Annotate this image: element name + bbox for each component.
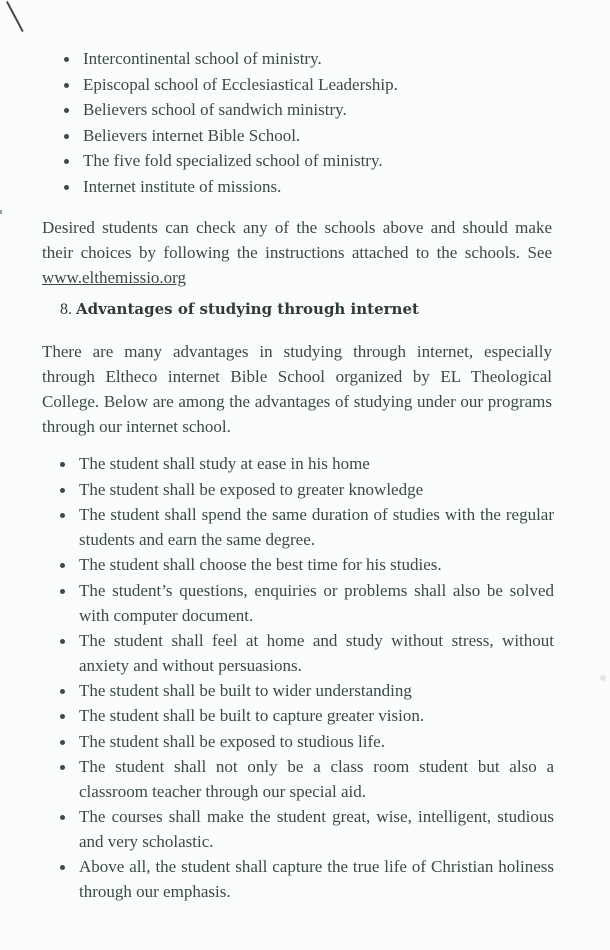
list-item <box>58 477 554 503</box>
list-item <box>60 97 580 123</box>
section-number: 8. <box>60 301 72 318</box>
bullet-icon <box>64 83 69 88</box>
advantage-text: The student shall be exposed to studious life. <box>79 731 385 751</box>
school-name: The five fold specialized school of ministry. <box>83 151 383 170</box>
bullet-icon <box>60 765 65 770</box>
bullet-icon <box>64 134 69 139</box>
website-link[interactable]: www.elthemissio.org <box>42 268 187 287</box>
instructions-text: Desired students can check any of the schools above and should make their choices by following the instructions attached to the schools. See <box>42 218 552 262</box>
advantages-list <box>58 451 554 904</box>
bullet-icon <box>64 159 69 164</box>
advantage-text: The student shall be built to capture greater vision. <box>79 706 425 725</box>
advantage-text: The student’s questions, enquiries or problems shall also be solved with computer document. <box>79 580 554 625</box>
bullet-icon <box>60 689 65 694</box>
list-item <box>58 552 554 578</box>
bullet-icon <box>60 714 65 719</box>
advantage-text: The student shall spend the same duration of studies with the regular students and earn the same degree. <box>79 505 554 549</box>
advantage-text: The student shall not only be a class room student but also a classroom teacher through our special aid. <box>79 757 554 801</box>
list-item <box>60 123 580 149</box>
section-title: Advantages of studying through internet <box>76 300 419 318</box>
school-name: Episcopal school of Ecclesiastical Leadership. <box>83 74 398 94</box>
school-name: Believers internet Bible School. <box>83 125 301 145</box>
advantage-text: The student shall choose the best time for his studies. <box>79 555 442 574</box>
list-item <box>58 854 554 904</box>
bullet-icon <box>60 513 65 518</box>
bullet-icon <box>60 865 65 870</box>
bullet-icon <box>60 488 65 493</box>
schools-list <box>60 46 580 199</box>
list-item <box>58 628 554 678</box>
bullet-icon <box>64 57 69 62</box>
bullet-icon <box>60 563 65 568</box>
list-item <box>58 502 554 552</box>
list-item <box>58 451 554 477</box>
list-item <box>60 174 580 200</box>
bullet-icon <box>60 815 65 820</box>
advantage-text: The courses shall make the student great, wise, intelligent, studious and very scholastic. <box>79 807 554 851</box>
section-heading <box>60 300 419 319</box>
advantage-text: The student shall be built to wider understanding <box>79 680 412 700</box>
bullet-icon <box>60 639 65 644</box>
intro-paragraph: There are many advantages in studying through internet, especially through Eltheco internet Bible School organized by EL Theological College. Below are among the advantages of studying under our programs through our internet school. <box>42 342 552 436</box>
list-item <box>58 678 554 704</box>
list-item <box>60 46 580 72</box>
advantage-text: Above all, the student shall capture the true life of Christian holiness through our emphasis. <box>79 857 554 901</box>
list-item <box>60 72 580 98</box>
bullet-icon <box>60 589 65 594</box>
list-item <box>60 148 580 174</box>
advantage-text: The student shall be exposed to greater knowledge <box>79 479 424 499</box>
list-item <box>58 804 554 854</box>
bullet-icon <box>60 462 65 467</box>
instructions-paragraph <box>42 215 552 290</box>
advantage-text: The student shall feel at home and study without stress, without anxiety and without persuasions. <box>79 630 554 675</box>
bullet-icon <box>60 740 65 745</box>
school-name: Intercontinental school of ministry. <box>83 49 322 68</box>
list-item <box>58 729 554 755</box>
list-item <box>58 754 554 804</box>
list-item <box>58 703 554 729</box>
school-name: Believers school of sandwich ministry. <box>83 100 347 119</box>
bullet-icon <box>64 185 69 190</box>
bullet-icon <box>64 108 69 113</box>
advantage-text: The student shall study at ease in his home <box>79 454 370 473</box>
school-name: Internet institute of missions. <box>83 176 282 196</box>
list-item <box>58 578 554 628</box>
